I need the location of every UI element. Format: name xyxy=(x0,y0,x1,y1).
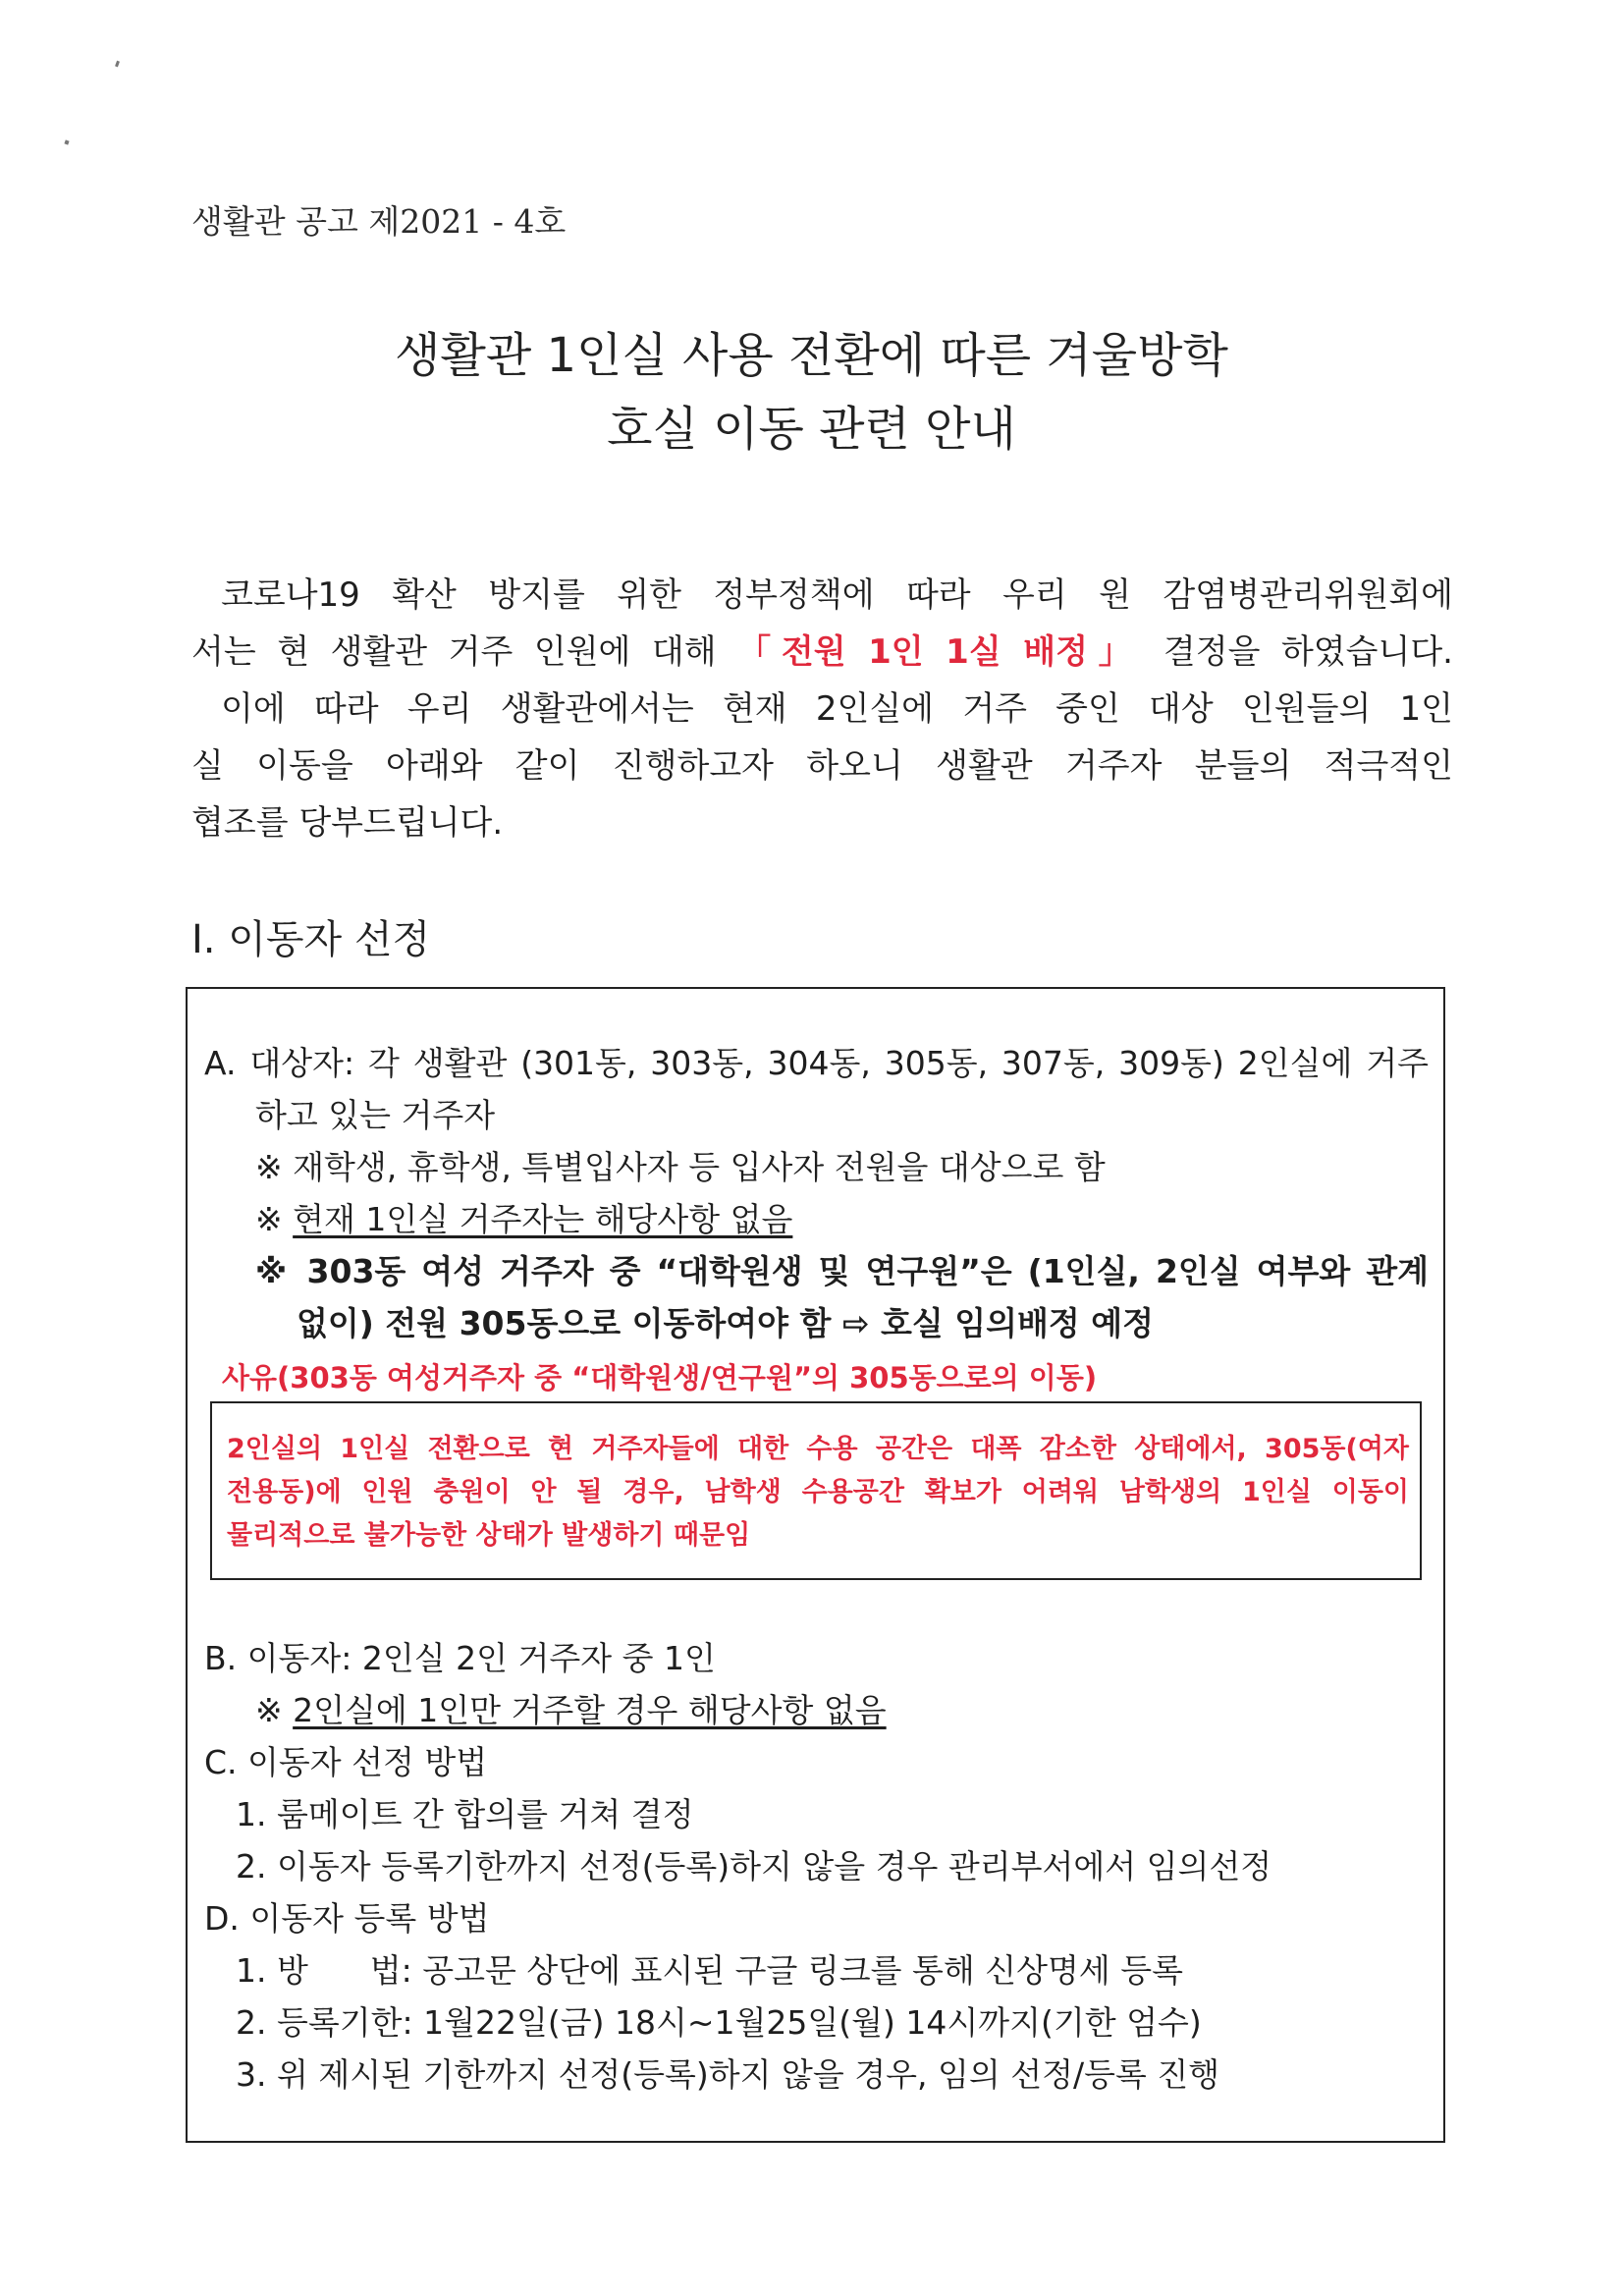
scan-speck xyxy=(115,61,120,68)
item-d-3: 3. 위 제시된 기한까지 선정(등록)하지 않을 경우, 임의 선정/등록 진행 xyxy=(236,2055,1220,2094)
intro-p2-line1: 이에 따라 우리 생활관에서는 현재 2인실에 거주 중인 대상 인원들의 1인 xyxy=(221,689,1453,729)
page-title-line1: 생활관 1인실 사용 전환에 따른 겨울방학 xyxy=(395,328,1228,383)
intro-p1-line2 xyxy=(191,625,1453,673)
note-underlined: 현재 1인실 거주자는 해당사항 없음 xyxy=(293,1200,793,1238)
item-b-line1: B. 이동자: 2인실 2인 거주자 중 1인 xyxy=(204,1639,716,1677)
note-mark: ※ xyxy=(255,1691,294,1729)
reason-line2: 전용동)에 인원 충원이 안 될 경우, 남학생 수용공간 확보가 어려워 남학생의 1인실 이동이 xyxy=(227,1477,1409,1507)
item-a-line2: 하고 있는 거주자 xyxy=(255,1096,496,1134)
item-c-2: 2. 이동자 등록기한까지 선정(등록)하지 않을 경우 관리부서에서 임의선정 xyxy=(236,1847,1272,1886)
item-a-note1: ※ 재학생, 휴학생, 특별입사자 등 입사자 전원을 대상으로 함 xyxy=(255,1148,1106,1186)
reason-title: 사유(303동 여성거주자 중 “대학원생/연구원”의 305동으로의 이동) xyxy=(222,1361,1098,1394)
intro-p2-line2: 실 이동을 아래와 같이 진행하고자 하오니 생활관 거주자 분들의 적극적인 xyxy=(191,746,1453,786)
intro-highlight: 「전원 1인 1실 배정」 xyxy=(737,632,1143,672)
intro-text: 결정을 하였습니다. xyxy=(1142,632,1453,672)
item-b-note xyxy=(255,1685,887,1731)
item-d-2: 2. 등록기한: 1월22일(금) 18시~1월25일(월) 14시까지(기한 엄수) xyxy=(236,2003,1202,2042)
scan-speck xyxy=(64,139,69,144)
item-a-note3-line2: 없이) 전원 305동으로 이동하여야 함 ⇨ 호실 임의배정 예정 xyxy=(297,1304,1154,1342)
page-title-line2: 호실 이동 관련 안내 xyxy=(607,402,1016,457)
note-underlined: 2인실에 1인만 거주할 경우 해당사항 없음 xyxy=(293,1691,887,1729)
intro-p1-line1: 코로나19 확산 방지를 위한 정부정책에 따라 우리 원 감염병관리위원회에 xyxy=(221,575,1453,615)
notice-number: 생활관 공고 제2021 - 4호 xyxy=(191,202,567,241)
reason-line3: 물리적으로 불가능한 상태가 발생하기 때문임 xyxy=(227,1520,751,1551)
intro-text: 서는 현 생활관 거주 인원에 대해 xyxy=(191,632,738,672)
reason-line1: 2인실의 1인실 전환으로 현 거주자들에 대한 수용 공간은 대폭 감소한 상태에서, 305동(여자 xyxy=(227,1434,1409,1464)
intro-p2-line3: 협조를 당부드립니다. xyxy=(191,803,504,843)
item-a-note2 xyxy=(255,1194,792,1240)
item-c-1: 1. 룸메이트 간 합의를 거쳐 결정 xyxy=(236,1795,694,1833)
note-mark: ※ xyxy=(255,1200,294,1238)
item-a-note3-line1: ※ 303동 여성 거주자 중 “대학원생 및 연구원”은 (1인실, 2인실 여부와 관계 xyxy=(255,1252,1429,1290)
section-heading: Ⅰ. 이동자 선정 xyxy=(191,917,431,962)
item-d-line1: D. 이동자 등록 방법 xyxy=(204,1899,490,1938)
item-c-line1: C. 이동자 선정 방법 xyxy=(204,1743,488,1781)
item-d-1: 1. 방 법: 공고문 상단에 표시된 구글 링크를 통해 신상명세 등록 xyxy=(236,1951,1184,1990)
item-a-line1: A. 대상자: 각 생활관 (301동, 303동, 304동, 305동, 307동, 309동) 2인실에 거주 xyxy=(204,1044,1429,1082)
